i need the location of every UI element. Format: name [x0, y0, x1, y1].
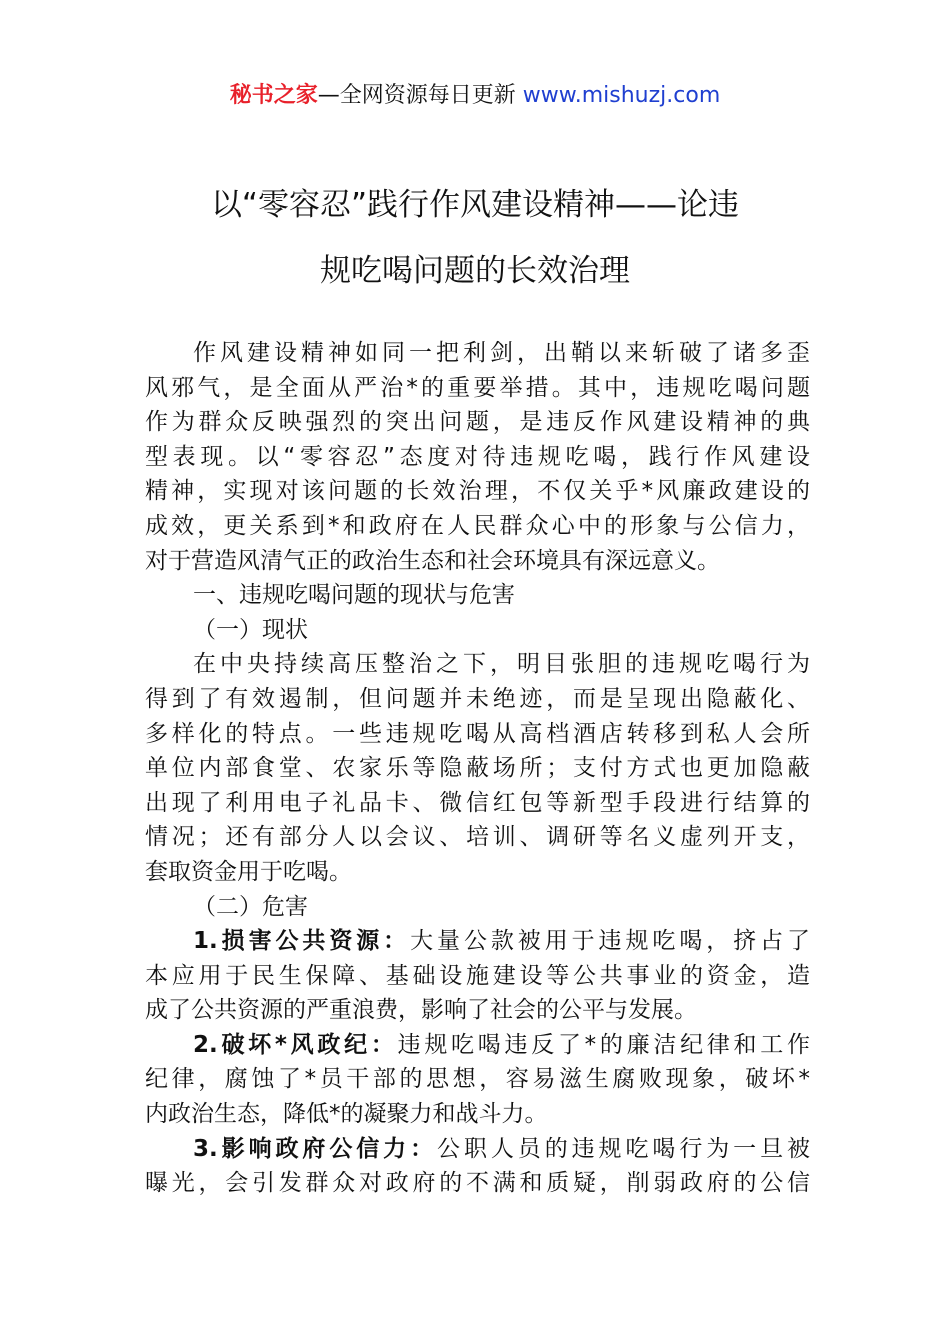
paragraph-line: 纪律，腐蚀了*员干部的思想，容易滋生腐败现象，破坏* [145, 1066, 810, 1093]
list-item-text: 违规吃喝违反了*的廉洁纪律和工作 [397, 1031, 810, 1058]
paragraph-line: 情况；还有部分人以会议、培训、调研等名义虚列开支， [145, 824, 810, 851]
subsection-heading: （二）危害 [193, 893, 308, 920]
list-item-first-line [145, 1132, 810, 1167]
intro-line: 精神，实现对该问题的长效治理，不仅关乎*风廉政建设的 [145, 478, 810, 505]
title-line-1: 以“零容忍”践行作风建设精神——论违 [210, 187, 740, 223]
intro-line: 作为群众反映强烈的突出问题，是违反作风建设精神的典 [145, 409, 810, 436]
site-header [0, 80, 950, 112]
paragraph-line: 单位内部食堂、农家乐等隐蔽场所；支付方式也更加隐蔽 [145, 755, 810, 782]
intro-line: 成效，更关系到*和政府在人民群众心中的形象与公信力， [145, 512, 810, 539]
document-title [140, 172, 810, 304]
list-item-first-line [145, 924, 810, 959]
paragraph-line: 成了公共资源的严重浪费，影响了社会的公平与发展。 [145, 997, 697, 1024]
document-body [145, 336, 810, 1201]
paragraph-line: 得到了有效遏制，但问题并未绝迹，而是呈现出隐蔽化、 [145, 685, 810, 712]
intro-line: 作风建设精神如同一把利剑，出鞘以来斩破了诸多歪 [193, 340, 810, 366]
paragraph-line: 套取资金用于吃喝。 [145, 858, 352, 885]
intro-line: 风邪气，是全面从严治*的重要举措。其中，违规吃喝问题 [145, 374, 810, 401]
paragraph-line: 在中央持续高压整治之下，明目张胆的违规吃喝行为 [193, 651, 810, 678]
site-url-link[interactable]: www.mishuzj.com [522, 83, 721, 108]
section-heading: 一、违规吃喝问题的现状与危害 [193, 582, 515, 609]
list-item-lead: 1.损害公共资源： [193, 928, 411, 955]
list-item-text: 公职人员的违规吃喝行为一旦被 [437, 1135, 810, 1162]
paragraph-line: 多样化的特点。一些违规吃喝从高档酒店转移到私人会所 [145, 720, 810, 747]
subsection-heading: （一）现状 [193, 616, 308, 643]
list-item-lead: 3.影响政府公信力： [193, 1135, 438, 1162]
paragraph-line: 本应用于民生保障、基础设施建设等公共事业的资金，造 [145, 962, 810, 989]
paragraph-line: 出现了利用电子礼品卡、微信红包等新型手段进行结算的 [145, 789, 810, 816]
list-item-first-line [145, 1028, 810, 1063]
title-line-2: 规吃喝问题的长效治理 [320, 253, 630, 289]
site-brand: 秘书之家 [229, 83, 318, 108]
list-item-lead: 2.破坏*风政纪： [193, 1031, 398, 1058]
site-tagline: —全网资源每日更新 [317, 83, 523, 108]
intro-line: 型表现。以“零容忍”态度对待违规吃喝，践行作风建设 [145, 443, 810, 470]
paragraph-line: 曝光，会引发群众对政府的不满和质疑，削弱政府的公信 [145, 1170, 810, 1197]
list-item-text: 大量公款被用于违规吃喝，挤占了 [410, 928, 810, 955]
intro-line: 对于营造风清气正的政治生态和社会环境具有深远意义。 [145, 547, 720, 574]
paragraph-line: 内政治生态，降低*的凝聚力和战斗力。 [145, 1101, 548, 1128]
